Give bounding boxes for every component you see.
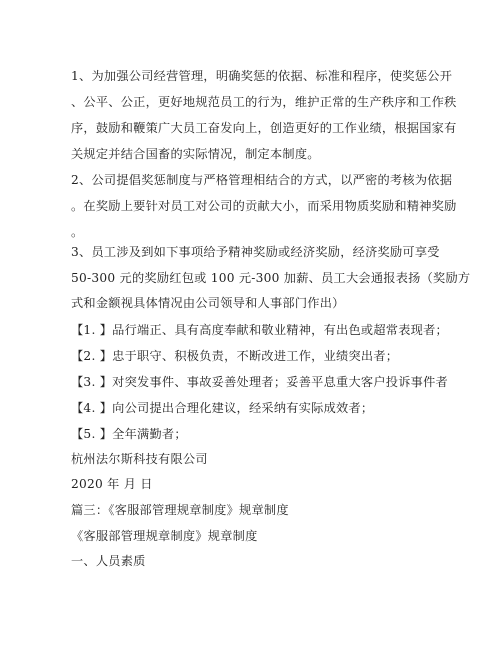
text-line: 序，鼓励和鞭策广大员工奋发向上，创造更好的工作业绩，根据国家有 [71,121,457,135]
list-item-4: 【4. 】向公司提出合理化建议，经采纳有实际成效者； [71,401,374,415]
section-heading: 篇三：《客服部管理规章制度》规章制度 [71,503,289,517]
text-line: 50-300 元的奖励红包或 100 元-300 加薪、员工大会通报表扬（奖励方 [71,271,471,285]
text-line: 、公平、公正，更好地规范员工的行为，维护正常的生产秩序和工作秩 [71,95,457,109]
document-title: 《客服部管理规章制度》规章制度 [71,529,258,543]
text-line: 1、为加强公司经营管理，明确奖惩的依据、标准和程序，使奖惩公开 [71,69,453,83]
list-item-2: 【2. 】忠于职守、积极负责，不断改进工作，业绩突出者； [71,349,399,363]
date-line: 2020 年 月 日 [71,477,153,491]
text-line: 。 [71,225,84,239]
list-item-5: 【5. 】全年满勤者； [71,427,187,441]
text-line: 关规定并结合国畜的实际情况，制定本制度。 [71,147,320,161]
company-name: 杭州法尔斯科技有限公司 [71,452,208,466]
text-line: 式和金额视具体情况由公司领导和人事部门作出） [71,296,345,310]
list-item-1: 【1. 】品行端正、具有高度奉献和敬业精神，有出色或超常表现者； [71,323,448,337]
text-line: 。在奖励上要针对员工对公司的贡献大小，而采用物质奖励和精神奖励 [71,199,457,213]
text-line: 2、公司提倡奖惩制度与严格管理相结合的方式，以严密的考核为依据 [71,173,453,187]
subsection-heading: 一、人员素质 [71,554,146,568]
list-item-3: 【3. 】对突发事件、事故妥善处理者；妥善平息重大客户投诉事件者 [71,375,448,389]
text-line: 3、员工涉及到如下事项给予精神奖励或经济奖励，经济奖励可享受 [71,245,440,259]
